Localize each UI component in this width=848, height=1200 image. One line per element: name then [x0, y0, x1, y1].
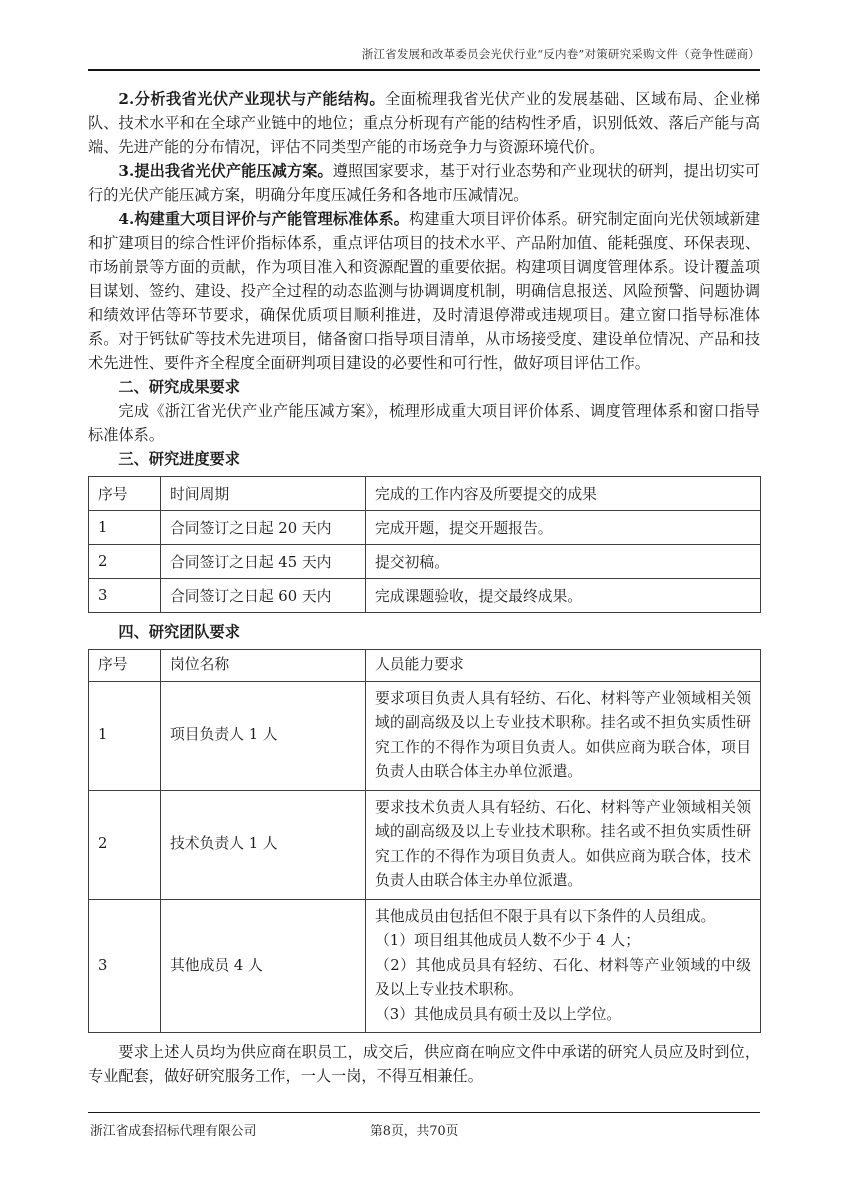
section-results-body: 完成《浙江省光伏产业产能压减方案》，梳理形成重大项目评价体系、调度管理体系和窗口指导标准体系。: [88, 402, 760, 444]
cell-seq: 3: [89, 899, 161, 1033]
section-heading-team: 四、研究团队要求: [118, 623, 240, 641]
cell-seq: 1: [89, 511, 161, 545]
cell-period: 合同签订之日起 20 天内: [161, 511, 366, 545]
header-cell-seq: 序号: [89, 477, 161, 511]
cell-requirement: 要求技术负责人具有轻纺、石化、材料等产业领域相关领域的副高级及以上专业技术职称。挂名或不担负实质性研究工作的不得作为项目负责人。如供应商为联合体，技术负责人由联合体主办单位派遣。: [366, 790, 761, 899]
requirement-line: （2）其他成员具有轻纺、石化、材料等产业领域的中级及以上专业技术职称。: [375, 956, 751, 998]
paragraph-lead: 2.分析我省光伏产业现状与产能结构。: [118, 90, 386, 108]
cell-deliverable: 提交初稿。: [366, 545, 761, 579]
cell-period: 合同签订之日起 60 天内: [161, 579, 366, 613]
cell-deliverable: 完成课题验收，提交最终成果。: [366, 579, 761, 613]
paragraph-lead: 3.提出我省光伏产能压减方案。: [118, 162, 333, 180]
document-body: [88, 71, 760, 1088]
header-cell-deliverable: 完成的工作内容及所要提交的成果: [366, 477, 761, 511]
section-heading-results: 二、研究成果要求: [118, 378, 240, 396]
cell-seq: 3: [89, 579, 161, 613]
header-cell-seq: 序号: [89, 650, 161, 682]
header-title: 浙江省发展和改革委员会光伏行业“反内卷”对策研究采购文件（竞争性磋商）: [361, 47, 760, 61]
table-row-project-leader: [89, 681, 761, 790]
footer-company: 浙江省成套招标代理有限公司: [90, 1124, 257, 1139]
cell-period: 合同签订之日起 45 天内: [161, 545, 366, 579]
closing-paragraph: 要求上述人员均为供应商在职员工，成交后，供应商在响应文件中承诺的研究人员应及时到位，专业配套，做好研究服务工作，一人一岗，不得互相兼任。: [88, 1043, 760, 1085]
paragraph-text: 全面梳理我省光伏产业的发展基础、区域布局、企业梯队、技术水平和在全球产业链中的地位；重点分析现有产能的结构性矛盾，识别低效、落后产能与高端、先进产能的分布情况，评估不同类型产能的市场竞争力与资源环境代价。: [88, 90, 761, 156]
paragraph-evaluation-system: [88, 207, 760, 375]
cell-requirement: 要求项目负责人具有轻纺、石化、材料等产业领域相关领域的副高级及以上专业技术职称。挂名或不担负实质性研究工作的不得作为项目负责人。如供应商为联合体，项目负责人由联合体主办单位派遣。: [366, 681, 761, 790]
header-cell-requirement: 人员能力要求: [366, 650, 761, 682]
paragraph-analyze-status: [88, 87, 760, 159]
cell-post: 技术负责人 1 人: [161, 790, 366, 899]
requirement-line: 其他成员由包括但不限于具有以下条件的人员组成。: [375, 907, 716, 925]
cell-deliverable: 完成开题，提交开题报告。: [366, 511, 761, 545]
cell-post: 其他成员 4 人: [161, 899, 366, 1033]
cell-seq: 1: [89, 681, 161, 790]
document-header: [88, 46, 760, 69]
table-row: [89, 511, 761, 545]
document-footer: [88, 1112, 760, 1153]
header-cell-period: 时间周期: [161, 477, 366, 511]
cell-seq: 2: [89, 545, 161, 579]
paragraph-reduction-plan: [88, 159, 760, 207]
cell-post: 项目负责人 1 人: [161, 681, 366, 790]
header-cell-post: 岗位名称: [161, 650, 366, 682]
table-header-row: [89, 477, 761, 511]
table-row-other-members: [89, 899, 761, 1033]
table-row: [89, 579, 761, 613]
requirement-line: （1）项目组其他成员人数不少于 4 人；: [375, 932, 640, 949]
footer-page-number: 第8页，共70页: [370, 1124, 459, 1139]
paragraph-lead: 4.构建重大项目评价与产能管理标准体系。: [118, 210, 410, 228]
paragraph-text: 遵照国家要求，基于对行业态势和产业现状的研判，提出切实可行的光伏产能压减方案，明确分年度压减任务和各地市压减情况。: [88, 162, 761, 204]
table-row-tech-leader: [89, 790, 761, 899]
section-heading-schedule: 三、研究进度要求: [118, 450, 240, 468]
table-row: [89, 545, 761, 579]
table-header-row: [89, 650, 761, 682]
schedule-table: [88, 476, 761, 613]
cell-seq: 2: [89, 790, 161, 899]
cell-requirement: [366, 899, 761, 1033]
requirement-line: （3）其他成员具有硕士及以上学位。: [375, 1005, 622, 1023]
team-table: [88, 649, 761, 1033]
paragraph-text: 构建重大项目评价体系。研究制定面向光伏领域新建和扩建项目的综合性评价指标体系，重点评估项目的技术水平、产品附加值、能耗强度、环保表现、市场前景等方面的贡献，作为项目准入和资源配置的重要依据。构建项目调度管理体系。设计覆盖项目谋划、签约、建设、投产全过程的动态监测与协调调度机制，明确信息报送、风险预警、问题协调和绩效评估等环节要求，确保优质项目顺利推进，及时清退停滞或违规项目。建立窗口指导标准体系。对于钙钛矿等技术先进项目，储备窗口指导项目清单，从市场接受度、建设单位情况、产品和技术先进性、要件齐全程度全面研判项目建设的必要性和可行性，做好项目评估工作。: [88, 210, 761, 372]
